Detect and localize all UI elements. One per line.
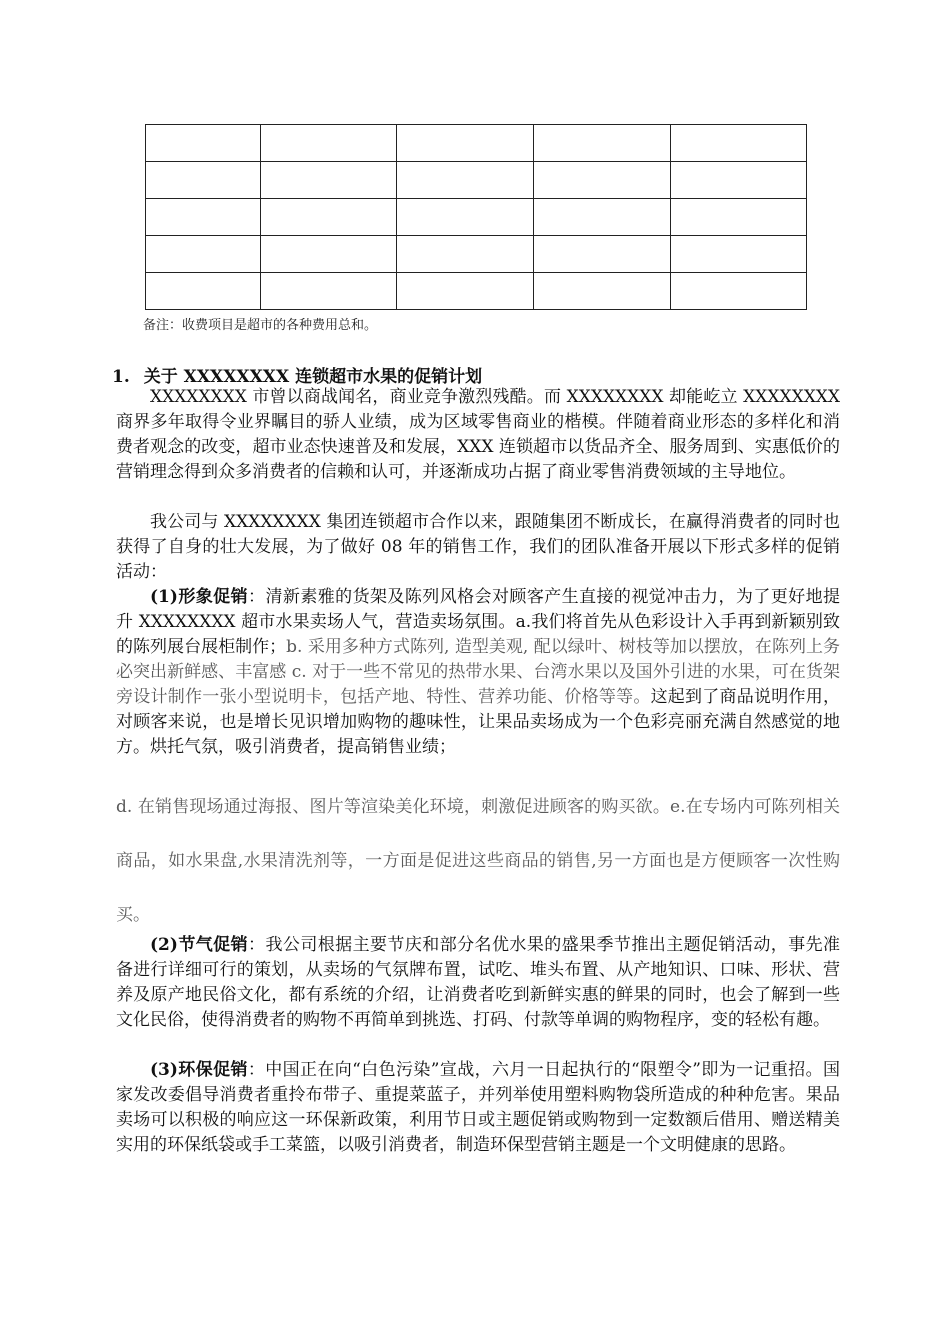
promo-season-label: (2)节气促销: [150, 935, 249, 955]
table-cell: [534, 125, 671, 162]
fee-table: [145, 124, 807, 310]
table-row: [146, 199, 807, 236]
table-cell: [534, 236, 671, 273]
table-cell: [397, 125, 534, 162]
table-cell: [534, 199, 671, 236]
promo-image-text-e: e.在专场内可陈列相关商品，如水果盘,水果清洗剂等，一方面是促进这些商品的销售,另一方面也是方便顾客一次性购买。: [116, 797, 840, 925]
table-cell: [671, 273, 807, 310]
promo-image-text-a: 清新素雅的货架及陈列风格会对顾客产生直接的视觉冲击力，为了更好地提升 XXXXXXXX 超市水果卖场人气，营造卖场氛围。a.我们将首先从色彩设计入手再到新颖别致的陈列展台展柜制作；: [116, 587, 841, 657]
table-row: [146, 273, 807, 310]
promo-season-text: 我公司根据主要节庆和部分名优水果的盛果季节推出主题促销活动，事先准备进行详细可行的策划，从卖场的气氛牌布置，试吃、堆头布置、从产地知识、口味、形状、营养及原产地民俗文化，都有系统的介绍，让消费者吃到新鲜实惠的鲜果的同时，也会了解到一些文化民俗，使得消费者的购物不再简单到挑选、打码、付款等单调的购物程序，变的轻松有趣。: [116, 935, 841, 1030]
table-cell: [261, 236, 397, 273]
promo-image-text-c: 这起到了商品说明作用，对顾客来说，也是增长见识增加购物的趣味性，让果品卖场成为一个色彩亮丽充满自然感觉的地方。烘托气氛，吸引消费者，提高销售业绩；: [116, 687, 841, 757]
promo-eco-label: (3)环保促销: [150, 1060, 248, 1080]
table-row: [146, 236, 807, 273]
table-cell: [261, 199, 397, 236]
table-cell: [671, 199, 807, 236]
section-title: 关于 XXXXXXXX 连锁超市水果的促销计划: [143, 367, 483, 387]
table-cell: [397, 199, 534, 236]
table-cell: [397, 162, 534, 199]
table-cell: [671, 162, 807, 199]
table-cell: [146, 199, 261, 236]
table-cell: [397, 273, 534, 310]
section-number: 1.: [112, 367, 130, 387]
promo-season-paragraph: (2)节气促销：我公司根据主要节庆和部分名优水果的盛果季节推出主题促销活动，事先准备进行详细可行的策划，从卖场的气氛牌布置，试吃、堆头布置、从产地知识、口味、形状、营养及原产地民俗文化，都有系统的介绍，让消费者吃到新鲜实惠的鲜果的同时，也会了解到一些文化民俗，使得消费者的购物不再简单到挑选、打码、付款等单调的购物程序，变的轻松有趣。: [116, 935, 841, 1030]
table-cell: [261, 125, 397, 162]
table-cell: [261, 273, 397, 310]
table-cell: [534, 273, 671, 310]
intro-paragraph-2: 我公司与 XXXXXXXX 集团连锁超市合作以来，跟随集团不断成长，在赢得消费者的同时也获得了自身的壮大发展，为了做好 08 年的销售工作，我们的团队准备开展以下形式多样的促销活动：: [116, 512, 840, 582]
table-cell: [671, 125, 807, 162]
table-note: 备注：收费项目是超市的各种费用总和。: [143, 318, 378, 333]
table-cell: [146, 236, 261, 273]
table-cell: [534, 162, 671, 199]
promo-eco-paragraph: (3)环保促销：中国正在向“白色污染”宣战，六月一日起执行的“限塑令”即为一记重招。国家发改委倡导消费者重拎布带子、重提菜蓝子，并列举使用塑料购物袋所造成的种种危害。果品卖场可以积极的响应这一环保新政策，利用节日或主题促销或购物到一定数额后借用、赠送精美实用的环保纸袋或手工菜篮，以吸引消费者，制造环保型营销主题是一个文明健康的思路。: [116, 1060, 841, 1155]
table-cell: [146, 273, 261, 310]
table-row: [146, 162, 807, 199]
promo-image-paragraph: (1)形象促销：清新素雅的货架及陈列风格会对顾客产生直接的视觉冲击力，为了更好地提升 XXXXXXXX 超市水果卖场人气，营造卖场氛围。a.我们将首先从色彩设计入手再到新颖别致的陈列展台展柜制作；b. 采用多种方式陈列, 造型美观, 配以绿叶、树枝等加以摆放，在陈列上务必突出新鲜感、丰富感 c. 对于一些不常见的热带水果、台湾水果以及国外引进的水果，可在货架旁设计制作一张小型说明卡，包括产地、特性、营养功能、价格等等。这起到了商品说明作用，对顾客来说，也是增长见识增加购物的趣味性，让果品卖场成为一个色彩亮丽充满自然感觉的地方。烘托气氛，吸引消费者，提高销售业绩；: [116, 587, 841, 757]
promo-image-label: (1)形象促销: [150, 587, 249, 607]
table-cell: [261, 162, 397, 199]
promo-image-text-b: b. 采用多种方式陈列, 造型美观, 配以绿叶、树枝等加以摆放，在陈列上务必突出新鲜感、丰富感 c. 对于一些不常见的热带水果、台湾水果以及国外引进的水果，可在货架旁设计制作一张小型说明卡，包括产地、特性、营养功能、价格等等。: [116, 637, 840, 707]
intro-paragraph-1: XXXXXXXX 市曾以商战闻名，商业竞争激烈残酷。而 XXXXXXXX 却能屹立 XXXXXXXX 商界多年取得令业界瞩目的骄人业绩，成为区域零售商业的楷模。伴随着商业形态的多样化和消费者观念的改变，超市业态快速普及和发展，XXX 连锁超市以货品齐全、服务周到、实惠低价的营销理念得到众多消费者的信赖和认可，并逐渐成功占据了商业零售消费领域的主导地位。: [116, 387, 840, 482]
table-cell: [671, 236, 807, 273]
section-heading: [112, 362, 482, 387]
promo-image-extra: [116, 780, 840, 942]
table-cell: [146, 125, 261, 162]
promo-eco-text: 中国正在向“白色污染”宣战，六月一日起执行的“限塑令”即为一记重招。国家发改委倡导消费者重拎布带子、重提菜蓝子，并列举使用塑料购物袋所造成的种种危害。果品卖场可以积极的响应这一环保新政策，利用节日或主题促销或购物到一定数额后借用、赠送精美实用的环保纸袋或手工菜篮，以吸引消费者，制造环保型营销主题是一个文明健康的思路。: [116, 1060, 841, 1155]
table-cell: [146, 162, 261, 199]
table-row: [146, 125, 807, 162]
promo-image-text-d: d. 在销售现场通过海报、图片等渲染美化环境，刺激促进顾客的购买欲。: [116, 797, 671, 817]
table-cell: [397, 236, 534, 273]
